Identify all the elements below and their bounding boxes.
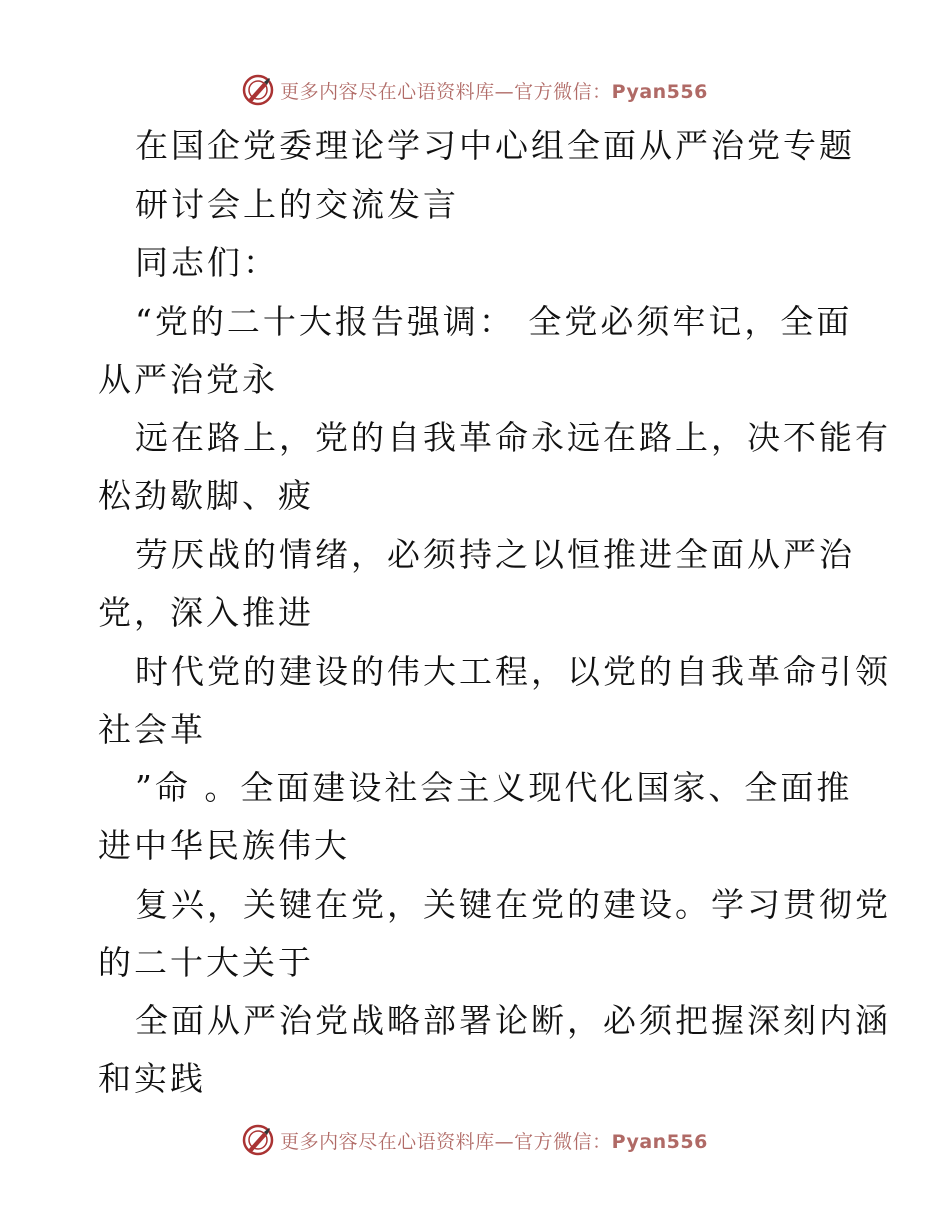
watermark-text	[280, 1127, 708, 1154]
paragraph-line: 从严治党永	[98, 360, 278, 399]
paragraph-line: 社会革	[98, 710, 206, 749]
header-watermark	[0, 70, 950, 110]
watermark-contact: 官方微信：	[514, 80, 612, 103]
watermark-text	[280, 77, 708, 104]
paragraph-line: 的二十大关于	[98, 943, 314, 982]
pen-logo-icon	[242, 1124, 274, 1156]
watermark-main: 更多内容尽在心语资料库	[280, 1130, 495, 1153]
watermark-wechat-id: Pyan556	[611, 80, 708, 103]
paragraph-line: “党的二十大报告强调： 全党必须牢记，全面	[135, 302, 853, 341]
footer-watermark	[0, 1120, 950, 1160]
title-line-1: 在国企党委理论学习中心组全面从严治党专题	[135, 126, 855, 165]
paragraph-line: ”命 。全面建设社会主义现代化国家、全面推	[135, 768, 853, 807]
paragraph-line: 进中华民族伟大	[98, 826, 350, 865]
watermark-contact: 官方微信：	[514, 1130, 612, 1153]
title-line-2: 研讨会上的交流发言	[135, 185, 459, 224]
paragraph-line: 松劲歇脚、疲	[98, 476, 314, 515]
watermark-sep: —	[494, 80, 515, 103]
paragraph-line: 和实践	[98, 1059, 206, 1098]
watermark-main: 更多内容尽在心语资料库	[280, 80, 495, 103]
watermark-sep: —	[494, 1130, 515, 1153]
paragraph-line: 党，深入推进	[98, 593, 314, 632]
watermark-wechat-id: Pyan556	[611, 1130, 708, 1153]
paragraph-line: 远在路上，党的自我革命永远在路上，决不能有	[135, 418, 891, 457]
salutation: 同志们：	[135, 243, 279, 282]
paragraph-line: 时代党的建设的伟大工程，以党的自我革命引领	[135, 652, 891, 691]
paragraph-line: 全面从严治党战略部署论断，必须把握深刻内涵	[135, 1001, 891, 1040]
pen-logo-icon	[242, 74, 274, 106]
paragraph-line: 劳厌战的情绪，必须持之以恒推进全面从严治	[135, 535, 855, 574]
paragraph-line: 复兴，关键在党，关键在党的建设。学习贯彻党	[135, 885, 891, 924]
